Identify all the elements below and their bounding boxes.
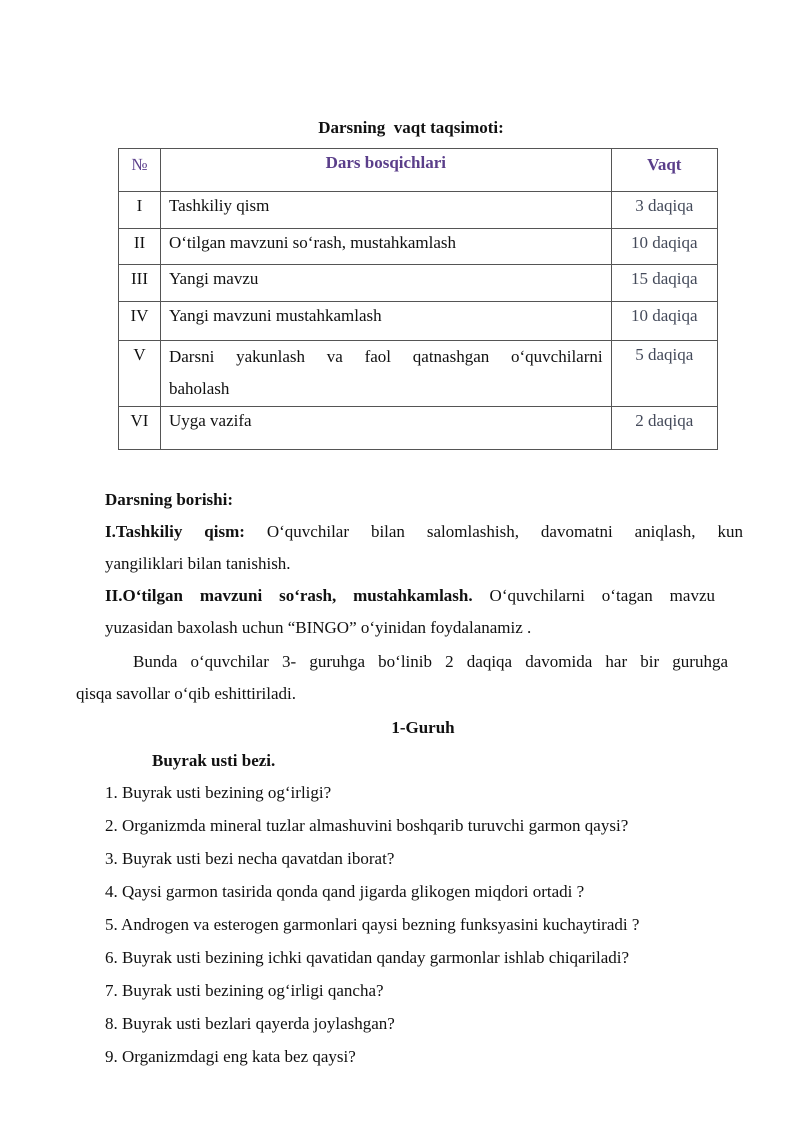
table-header-row	[119, 149, 718, 192]
header-number: №	[119, 149, 161, 192]
schedule-table	[118, 148, 718, 450]
row-number: I	[119, 192, 161, 229]
paragraph-line: Bunda o‘quvchilar 3- guruhga bo‘linib 2 daqiqa davomida har bir guruhga	[133, 652, 728, 671]
list-item: 2. Organizmda mineral tuzlar almashuvini boshqarib turuvchi garmon qaysi?	[105, 816, 629, 835]
paragraph-text: O‘quvchilarni o‘tagan mavzu	[472, 586, 716, 605]
header-stages: Dars bosqichlari	[160, 149, 611, 192]
table-row	[119, 407, 718, 450]
group-title: 1-Guruh	[391, 718, 455, 737]
row-number: V	[119, 341, 161, 407]
row-number: IV	[119, 302, 161, 341]
header-time: Vaqt	[611, 149, 717, 192]
row-stage: O‘tilgan mavzuni so‘rash, mustahkamlash	[160, 229, 611, 265]
row-number: III	[119, 265, 161, 302]
row-time: 15 daqiqa	[611, 265, 717, 302]
row-stage-line1: Darsni yakunlash va faol qatnashgan o‘quvchilarni	[168, 347, 603, 366]
table-row	[119, 192, 718, 229]
row-stage: Yangi mavzu	[160, 265, 611, 302]
group-subtitle: Buyrak usti bezi.	[152, 751, 276, 770]
paragraph-label: I.Tashkiliy qism:	[105, 522, 245, 541]
list-item: 5. Androgen va esterogen garmonlari qaysi bezning funksyasini kuchaytiradi ?	[105, 915, 640, 934]
paragraph-line: yangiliklari bilan tanishish.	[105, 554, 291, 573]
paragraph-line	[105, 516, 743, 548]
question-list	[105, 776, 639, 1073]
list-item: 8. Buyrak usti bezlari qayerda joylashgan?	[105, 1014, 395, 1033]
row-stage: Tashkiliy qism	[160, 192, 611, 229]
row-stage-line2: baholash	[168, 379, 230, 398]
paragraph-label: II.O‘tilgan mavzuni so‘rash, mustahkamlash.	[105, 586, 473, 605]
paragraph-groups	[76, 646, 728, 710]
list-item: 9. Organizmdagi eng kata bez qaysi?	[105, 1047, 356, 1066]
progress-heading: Darsning borishi:	[105, 490, 233, 509]
paragraph-organizational	[105, 516, 743, 580]
row-time: 3 daqiqa	[611, 192, 717, 229]
row-time: 10 daqiqa	[611, 229, 717, 265]
table-row	[119, 302, 718, 341]
list-item: 6. Buyrak usti bezining ichki qavatidan qanday garmonlar ishlab chiqariladi?	[105, 948, 630, 967]
paragraph-review	[105, 580, 715, 644]
row-time: 5 daqiqa	[611, 341, 717, 407]
row-time: 10 daqiqa	[611, 302, 717, 341]
list-item: 1. Buyrak usti bezining og‘irligi?	[105, 783, 332, 802]
row-stage: Uyga vazifa	[160, 407, 611, 450]
list-item: 3. Buyrak usti bezi necha qavatdan iborat?	[105, 849, 395, 868]
table-row	[119, 341, 718, 407]
list-item: 4. Qaysi garmon tasirida qonda qand jigarda glikogen miqdori ortadi ?	[105, 882, 585, 901]
paragraph-line: qisqa savollar o‘qib eshittiriladi.	[76, 684, 297, 703]
row-stage: Yangi mavzuni mustahkamlash	[160, 302, 611, 341]
paragraph-text: O‘quvchilar bilan salomlashish, davomatni aniqlash, kun	[244, 522, 743, 541]
list-item: 7. Buyrak usti bezining og‘irligi qancha?	[105, 981, 384, 1000]
row-number: VI	[119, 407, 161, 450]
table-row	[119, 229, 718, 265]
row-stage	[160, 341, 611, 407]
paragraph-line: yuzasidan baxolash uchun “BINGO” o‘yinidan foydalanamiz .	[105, 618, 532, 637]
row-number: II	[119, 229, 161, 265]
paragraph-line	[105, 580, 715, 612]
table-row	[119, 265, 718, 302]
schedule-title: Darsning vaqt taqsimoti:	[318, 118, 504, 137]
row-time: 2 daqiqa	[611, 407, 717, 450]
